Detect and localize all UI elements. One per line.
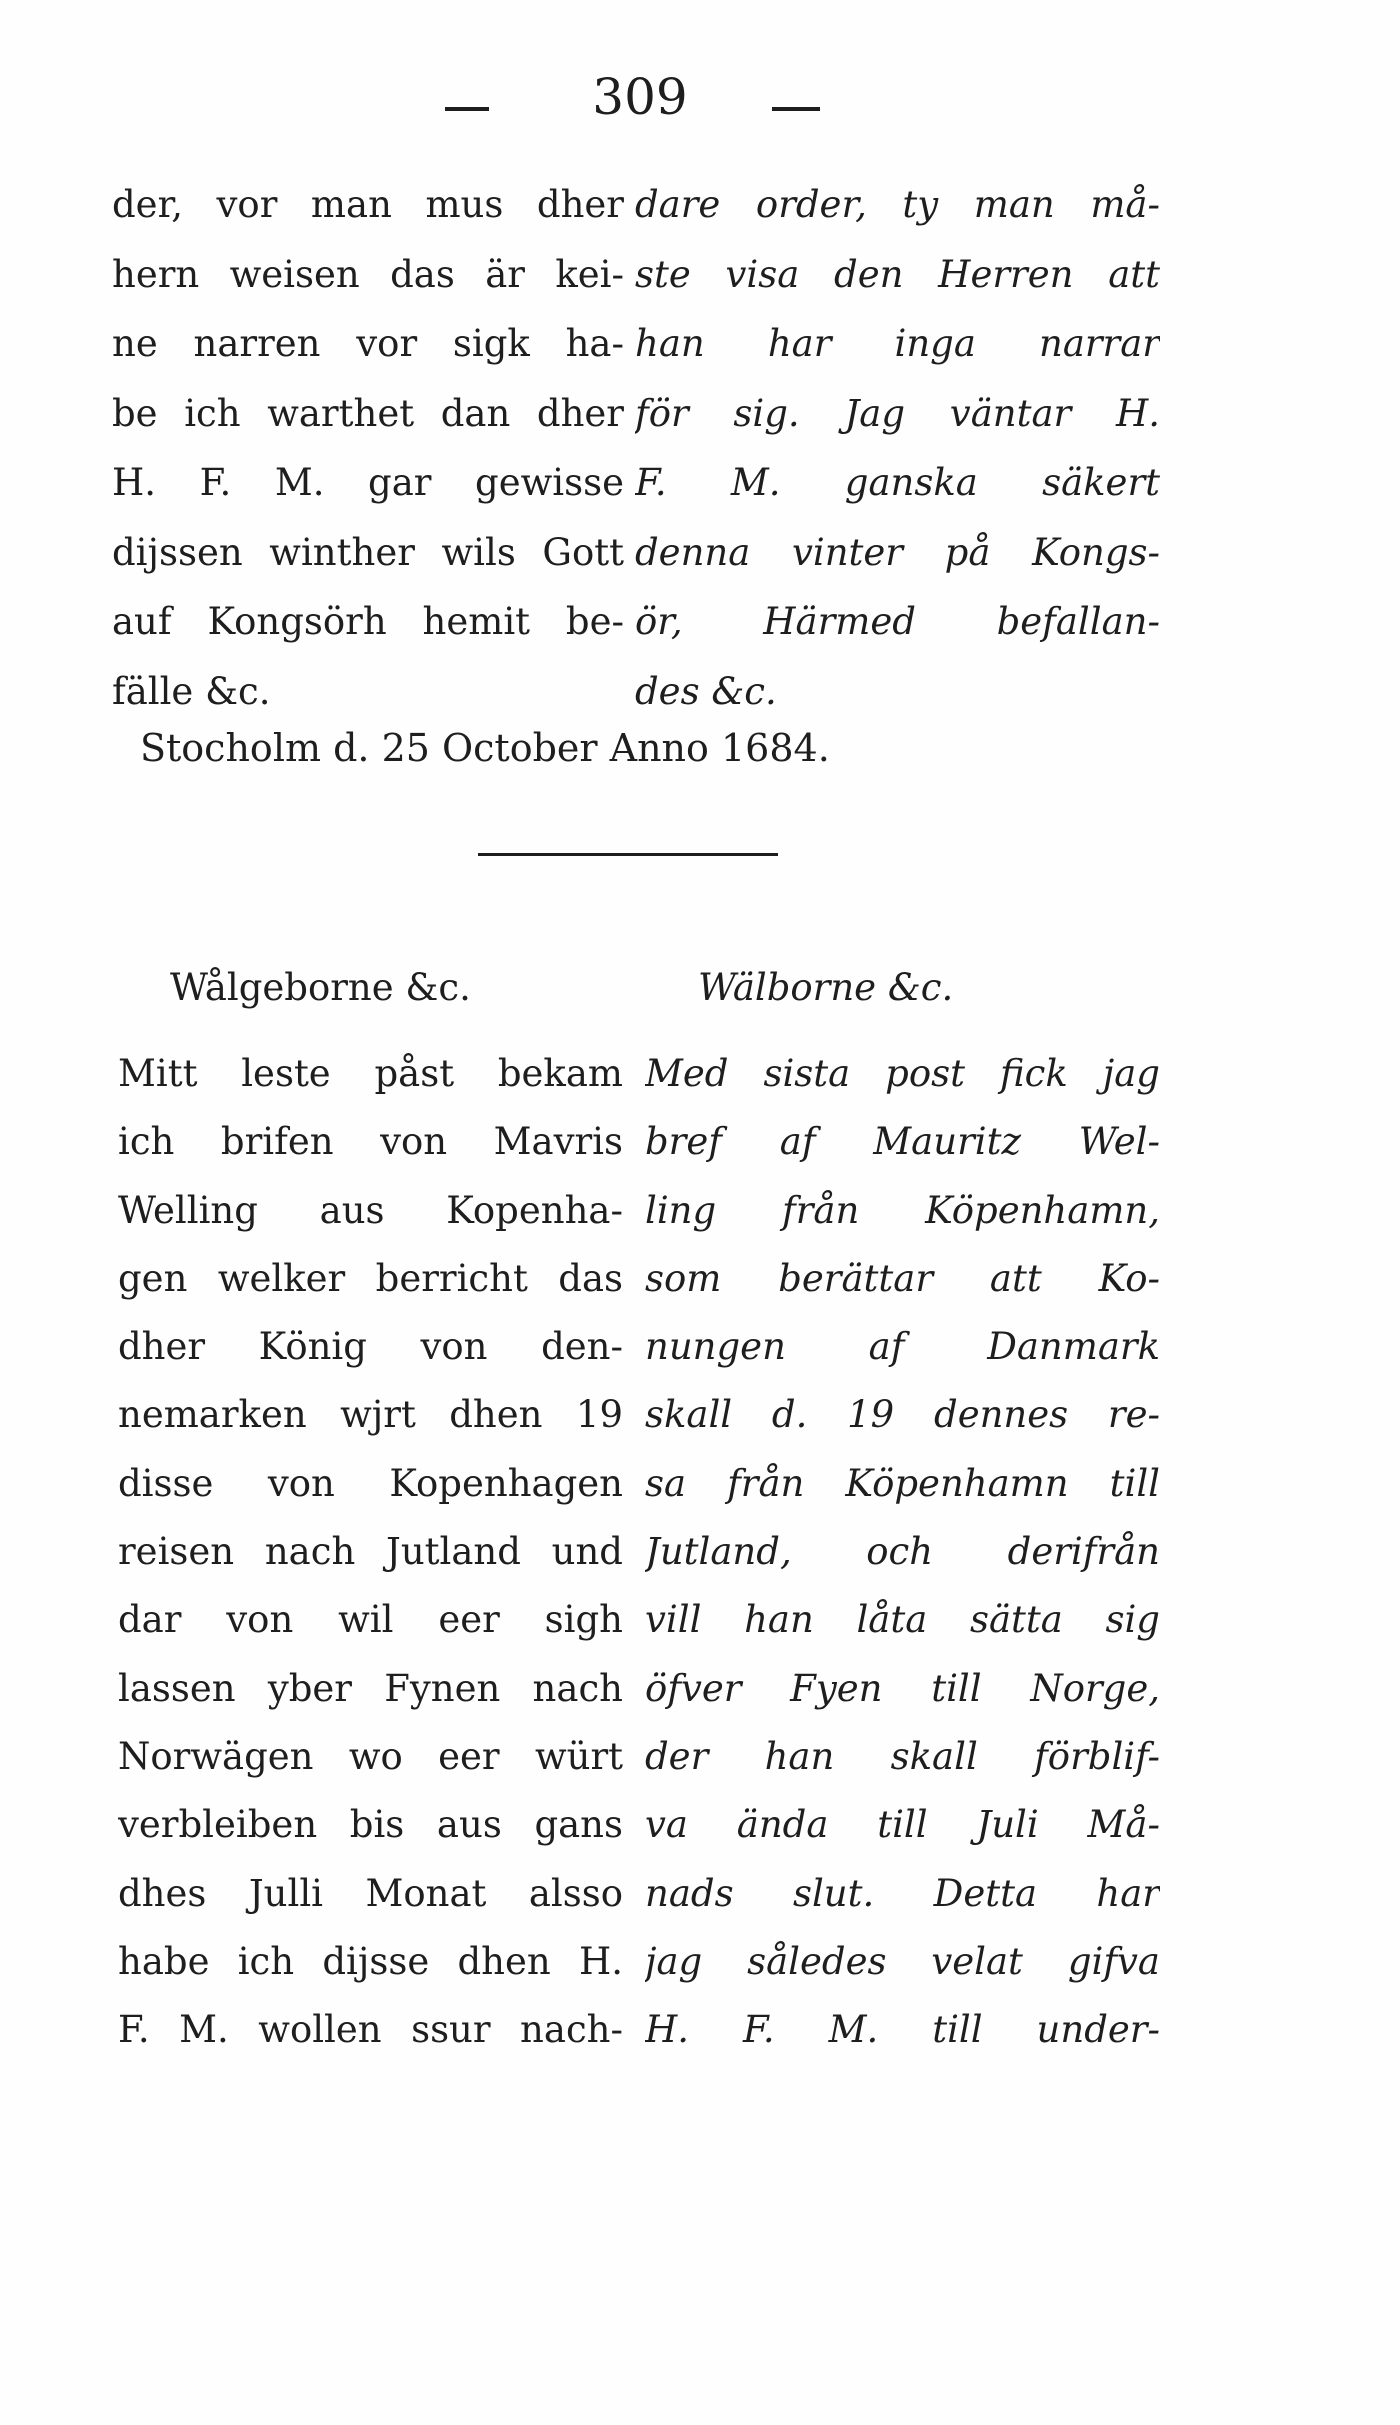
swedish-line: vill han låta sätta sig xyxy=(645,1598,1160,1642)
swedish-line: Jutland, och derifrån xyxy=(645,1530,1160,1574)
german-column xyxy=(112,170,624,726)
swedish-line: Med sista post fick jag xyxy=(645,1052,1160,1095)
swedish-line: ste visa den Herren att xyxy=(635,252,1160,296)
swedish-column xyxy=(635,170,1160,726)
swedish-line: des &c. xyxy=(635,669,777,713)
german-line: dher König von den- xyxy=(118,1325,623,1369)
german-line: F. M. wollen ssur nach- xyxy=(118,2008,623,2052)
section-divider xyxy=(478,853,778,856)
german-line: der, vor man mus dher xyxy=(112,183,624,226)
german-line: dhes Julli Monat alsso xyxy=(118,1871,623,1915)
swedish-line: denna vinter på Kongs- xyxy=(635,530,1160,574)
german-line: habe ich dijsse dhen H. xyxy=(118,1939,623,1983)
german-line: nemarken wjrt dhen 19 xyxy=(118,1393,623,1437)
german-line: dijssen winther wils Gott xyxy=(112,530,624,574)
german-line: H. F. M. gar gewisse xyxy=(112,461,624,504)
german-line: hern weisen das är kei- xyxy=(112,252,624,296)
swedish-line: jag således velat gifva xyxy=(645,1939,1160,1983)
swedish-line: skall d. 19 dennes re- xyxy=(645,1393,1160,1437)
swedish-line: ör, Härmed befallan- xyxy=(635,600,1160,643)
german-line: fälle &c. xyxy=(112,669,271,713)
header-dash-right xyxy=(772,107,820,111)
swedish-line: dare order, ty man må- xyxy=(635,183,1160,226)
date-line: Stocholm d. 25 October Anno 1684. xyxy=(140,726,830,770)
german-line: Norwägen wo eer würt xyxy=(118,1734,623,1778)
swedish-line: som berättar att Ko- xyxy=(645,1256,1160,1300)
german-line: Mitt leste påst bekam xyxy=(118,1052,623,1095)
german-line: auf Kongsörh hemit be- xyxy=(112,600,624,643)
german-line: ich brifen von Mavris xyxy=(118,1120,623,1164)
swedish-line: för sig. Jag väntar H. xyxy=(635,391,1160,435)
swedish-line: öfver Fyen till Norge, xyxy=(645,1666,1160,1710)
german-line: verbleiben bis aus gans xyxy=(118,1803,623,1847)
german-line: Welling aus Kopenha- xyxy=(118,1188,623,1232)
swedish-line: der han skall förblif- xyxy=(645,1734,1160,1778)
german-line: gen welker berricht das xyxy=(118,1256,623,1300)
german-line: lassen yber Fynen nach xyxy=(118,1666,623,1710)
salutation-german: Wålgeborne &c. xyxy=(170,966,471,1009)
page-number: 309 xyxy=(592,68,688,126)
german-line: ne narren vor sigk ha- xyxy=(112,322,624,365)
swedish-line: han har inga narrar xyxy=(635,322,1160,365)
swedish-line: nads slut. Detta har xyxy=(645,1871,1160,1915)
german-line: reisen nach Jutland und xyxy=(118,1530,623,1574)
swedish-line: ling från Köpenhamn, xyxy=(645,1188,1160,1232)
german-column xyxy=(118,1040,623,2064)
swedish-line: bref af Mauritz Wel- xyxy=(645,1120,1160,1164)
swedish-line: sa från Köpenhamn till xyxy=(645,1461,1160,1505)
page-header xyxy=(0,62,1400,132)
german-line: dar von wil eer sigh xyxy=(118,1598,623,1642)
swedish-column xyxy=(645,1040,1160,2064)
swedish-line: F. M. ganska säkert xyxy=(635,461,1160,504)
swedish-line: va ända till Juli Må- xyxy=(645,1803,1160,1847)
german-line: be ich warthet dan dher xyxy=(112,391,624,435)
swedish-line: nungen af Danmark xyxy=(645,1325,1160,1369)
salutation-swedish: Wälborne &c. xyxy=(698,966,954,1009)
german-line: disse von Kopenhagen xyxy=(118,1461,623,1505)
header-dash-left xyxy=(445,107,489,111)
swedish-line: H. F. M. till under- xyxy=(645,2008,1160,2052)
